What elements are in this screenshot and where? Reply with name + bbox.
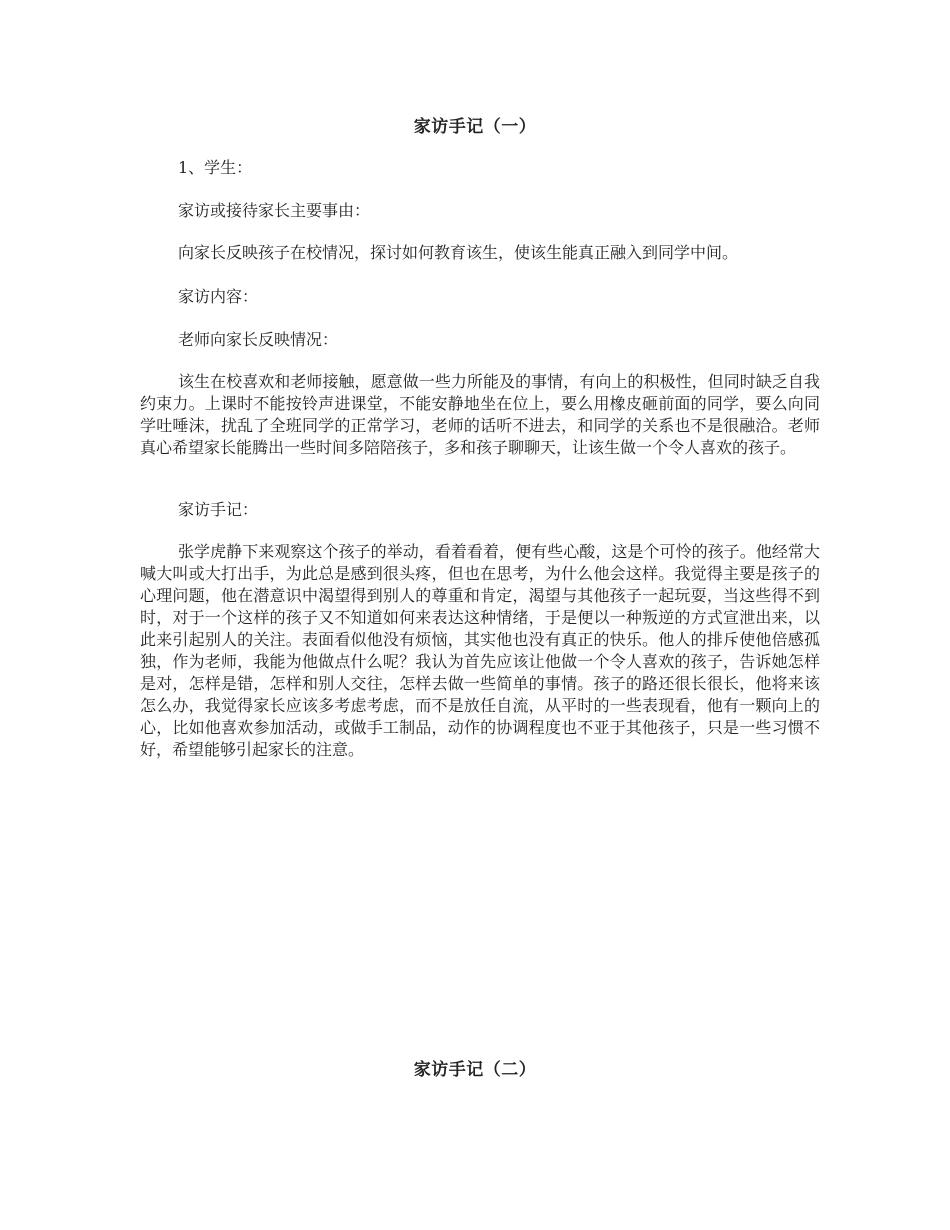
record-1-title: 家访手记（一） bbox=[413, 117, 537, 137]
content-label: 家访内容： bbox=[178, 287, 259, 306]
teacher-report-paragraph: 该生在校喜欢和老师接触，愿意做一些力所能及的事情，有向上的积极性，但同时缺乏自我约束力。上课时不能按铃声进课堂，不能安静地坐在位上，要么用橡皮砸前面的同学，要么向同学吐唾沫，扰乱了全班同学的正常学习，老师的话听不进去，和同学的关系也不是很融洽。老师真心希望家长能腾出一些时间多陪陪孩子，多和孩子聊聊天，让该生做一个令人喜欢的孩子。 bbox=[140, 372, 820, 457]
teacher-report-label: 老师向家长反映情况： bbox=[178, 330, 339, 349]
visit-notes-paragraph: 张学虎静下来观察这个孩子的举动，看着看着，便有些心酸，这是个可怜的孩子。他经常大喊大叫或大打出手，为此总是感到很头疼，但也在思考，为什么他会这样。我觉得主要是孩子的心理问题，他在潜意识中渴望得到别人的尊重和肯定，渴望与其他孩子一起玩耍，当这些得不到时，对于一个这样的孩子又不知道如何来表达这种情绪，于是便以一种叛逆的方式宣泄出来，以此来引起别人的关注。表面看似他没有烦恼，其实他也没有真正的快乐。他人的排斥使他倍感孤独，作为老师，我能为他做点什么呢？我认为首先应该让他做一个令人喜欢的孩子，告诉她怎样是对，怎样是错，怎样和别人交往，怎样去做一些简单的事情。孩子的路还很长很长，他将来该怎么办，我觉得家长应该多考虑考虑，而不是放任自流，从平时的一些表现看，他有一颗向上的心，比如他喜欢参加活动，或做手工制品，动作的协调程度也不亚于其他孩子，只是一些习惯不好，希望能够引起家长的注意。 bbox=[140, 542, 820, 759]
reason-label: 家访或接待家长主要事由： bbox=[178, 201, 371, 220]
record-2-title: 家访手记（二） bbox=[413, 1060, 537, 1080]
reason-text: 向家长反映孩子在校情况，探讨如何教育该生，使该生能真正融入到同学中间。 bbox=[178, 243, 739, 262]
visit-notes-label: 家访手记： bbox=[178, 500, 259, 519]
student-line: 1、学生： bbox=[178, 158, 253, 177]
